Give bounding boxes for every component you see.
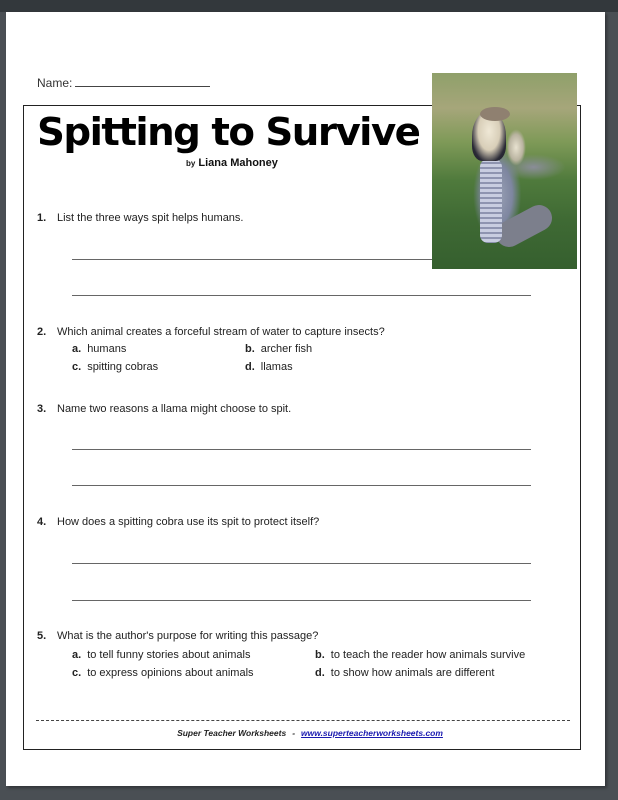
answer-line-1b[interactable] — [72, 295, 531, 296]
option-text: humans — [87, 343, 127, 355]
option-letter: d. — [315, 667, 325, 679]
option-letter: c. — [72, 361, 82, 373]
question-5 — [37, 630, 318, 642]
cobra-body — [480, 159, 502, 243]
option-text: to tell funny stories about animals — [87, 649, 251, 661]
option-text: to teach the reader how animals survive — [330, 649, 526, 661]
footer-link[interactable]: www.superteacherworksheets.com — [301, 728, 443, 738]
answer-line-4a[interactable] — [72, 563, 531, 564]
option-text: to show how animals are different — [330, 667, 495, 679]
option-letter: b. — [315, 649, 325, 661]
option-2b[interactable] — [245, 343, 312, 355]
option-letter: d. — [245, 361, 255, 373]
option-text: llamas — [260, 361, 293, 373]
option-text: archer fish — [260, 343, 313, 355]
question-number: 1. — [37, 212, 47, 224]
option-2a[interactable] — [72, 343, 126, 355]
byline-prefix: by — [186, 159, 196, 168]
cobra-photo-icon — [432, 73, 577, 269]
option-letter: a. — [72, 343, 82, 355]
option-letter: c. — [72, 667, 82, 679]
question-text: What is the author's purpose for writing this passage? — [57, 630, 319, 642]
option-5b[interactable] — [315, 649, 525, 661]
option-text: spitting cobras — [87, 361, 159, 373]
question-text: Name two reasons a llama might choose to spit. — [57, 403, 292, 415]
byline — [186, 157, 278, 169]
option-5d[interactable] — [315, 667, 494, 679]
answer-line-4b[interactable] — [72, 600, 531, 601]
viewer-top-bar — [0, 0, 618, 12]
answer-line-1a[interactable] — [72, 259, 432, 260]
answer-line-3b[interactable] — [72, 485, 531, 486]
footer — [0, 728, 618, 738]
option-2d[interactable] — [245, 361, 293, 373]
question-2 — [37, 326, 385, 338]
worksheet-title: Spitting to Survive — [37, 110, 420, 154]
option-5c[interactable] — [72, 667, 254, 679]
question-text: List the three ways spit helps humans. — [57, 212, 244, 224]
question-1 — [37, 212, 243, 224]
question-number: 2. — [37, 326, 47, 338]
question-4 — [37, 516, 319, 528]
question-number: 5. — [37, 630, 47, 642]
footer-dashed-divider — [36, 720, 570, 721]
footer-brand: Super Teacher Worksheets — [177, 728, 287, 738]
name-field — [37, 76, 210, 90]
option-letter: b. — [245, 343, 255, 355]
question-number: 3. — [37, 403, 47, 415]
question-3 — [37, 403, 291, 415]
option-2c[interactable] — [72, 361, 158, 373]
footer-separator: - — [292, 728, 296, 738]
option-letter: a. — [72, 649, 82, 661]
question-number: 4. — [37, 516, 47, 528]
option-5a[interactable] — [72, 649, 250, 661]
author-name: Liana Mahoney — [198, 157, 278, 169]
cobra-head — [480, 107, 510, 121]
answer-line-3a[interactable] — [72, 449, 531, 450]
question-text: Which animal creates a forceful stream of water to capture insects? — [57, 326, 385, 338]
option-text: to express opinions about animals — [87, 667, 254, 679]
name-label: Name: — [37, 76, 73, 90]
question-text: How does a spitting cobra use its spit to protect itself? — [57, 516, 320, 528]
name-blank[interactable] — [75, 76, 210, 87]
